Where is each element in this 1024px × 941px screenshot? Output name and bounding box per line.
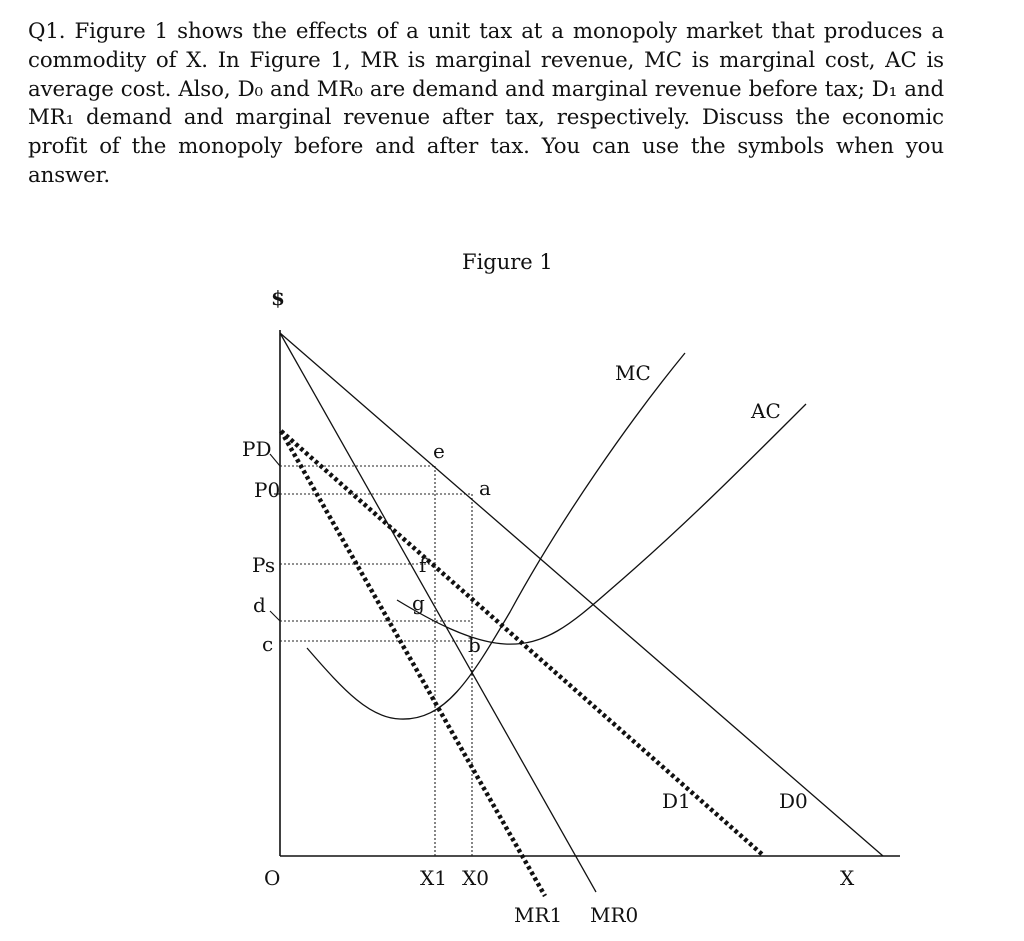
curve-label-d1: D1 xyxy=(662,789,691,813)
point-label-e: e xyxy=(433,439,445,463)
curve-label-mr0: MR0 xyxy=(590,903,639,927)
quantity-label-x1: X1 xyxy=(420,866,447,890)
price-label-ps: Ps xyxy=(252,553,276,577)
curve-label-ac: AC xyxy=(751,399,781,423)
origin-label: O xyxy=(264,866,281,890)
price-label-p0: P0 xyxy=(254,478,281,502)
mc-curve xyxy=(307,353,685,719)
curve-label-mr1: MR1 xyxy=(514,903,563,927)
point-label-a: a xyxy=(479,476,491,500)
price-label-c: c xyxy=(262,632,274,656)
point-label-g: g xyxy=(412,591,425,615)
quantity-label-x0: X0 xyxy=(462,866,489,890)
curve-label-mc: MC xyxy=(615,361,651,385)
d-tick xyxy=(270,611,280,621)
curve-label-d0: D0 xyxy=(779,789,808,813)
point-label-b: b xyxy=(468,633,481,657)
pd-tick xyxy=(270,454,280,466)
price-label-d: d xyxy=(253,593,266,617)
y-axis-label: $ xyxy=(271,286,285,310)
mr0-curve xyxy=(280,333,596,892)
ac-curve xyxy=(397,404,806,644)
point-label-f: f xyxy=(419,553,427,577)
figure-title: Figure 1 xyxy=(462,250,553,274)
question-text: Q1. Figure 1 shows the effects of a unit tax at a monopoly market that produces a commodity of X. In Figure 1, MR is marginal revenue, MC is marginal cost, AC is average cost. Also, D₀ and MR₀ are demand and marginal revenue before tax; D₁ and MR₁ demand and marginal revenue after tax, respectively. Discuss the economic profit of the monopoly before and after tax. You can use the symbols when you answer. xyxy=(28,19,944,188)
x-axis-label: X xyxy=(840,866,855,890)
demand-d0-curve xyxy=(280,333,883,856)
price-label-pd: PD xyxy=(242,437,272,461)
